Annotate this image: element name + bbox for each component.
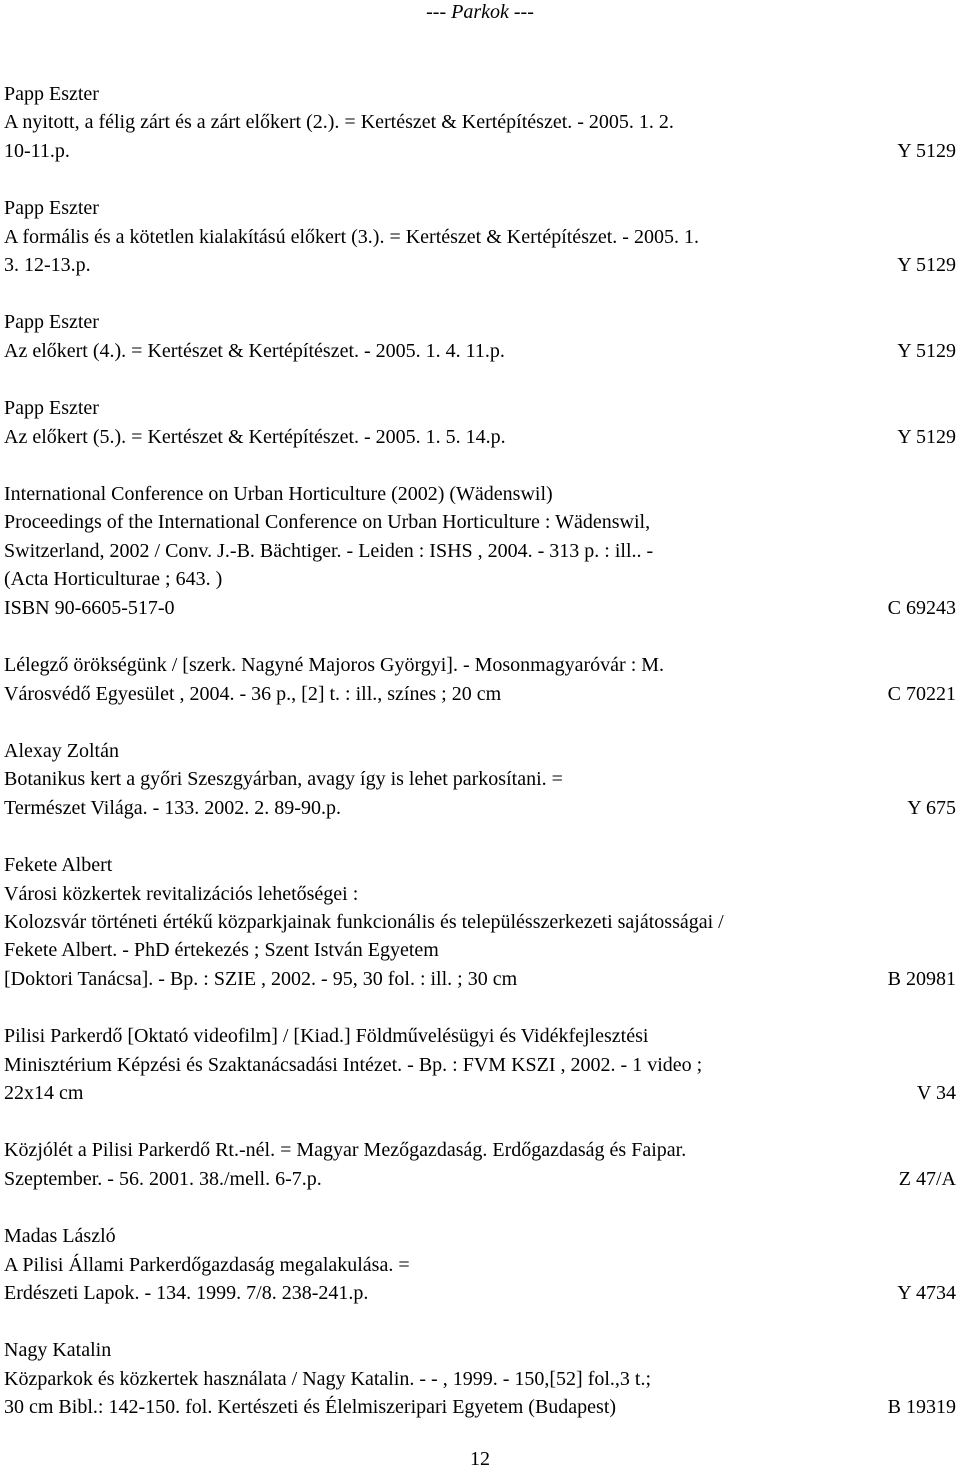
entry-line bbox=[4, 1251, 956, 1279]
entry-text: Természet Világa. - 133. 2002. 2. 89-90.p. bbox=[4, 796, 341, 819]
shelf-mark: Y 675 bbox=[907, 796, 956, 819]
entry-text: Kolozsvár történeti értékű közparkjainak funkcionális és településszerkezeti sajátosságai / bbox=[4, 910, 724, 933]
entry-line bbox=[4, 651, 956, 679]
entry-line bbox=[4, 1079, 956, 1107]
entry-text: Pilisi Parkerdő [Oktató videofilm] / [Kiad.] Földművelésügyi és Vidékfejlesztési bbox=[4, 1025, 649, 1048]
entry-text: A formális és a kötetlen kialakítású előkert (3.). = Kertészet & Kertépítészet. - 2005. 1. bbox=[4, 225, 699, 248]
entry-text: 30 cm Bibl.: 142-150. fol. Kertészeti és Élelmiszeripari Egyetem (Budapest) bbox=[4, 1396, 617, 1419]
entry-line bbox=[4, 223, 956, 251]
entry-text: Közparkok és közkertek használata / Nagy Katalin. - - , 1999. - 150,[52] fol.,3 t.; bbox=[4, 1367, 652, 1390]
entry-text: Az előkert (4.). = Kertészet & Kertépítészet. - 2005. 1. 4. 11.p. bbox=[4, 339, 505, 362]
entry-text: Madas László bbox=[4, 1225, 116, 1248]
bibliography-entry bbox=[4, 1022, 956, 1107]
bibliography-entry bbox=[4, 80, 956, 165]
shelf-mark: Y 5129 bbox=[897, 139, 956, 162]
bibliography-entry bbox=[4, 480, 956, 622]
bibliography-entry bbox=[4, 194, 956, 279]
page-header bbox=[0, 0, 960, 24]
entry-text: ISBN 90-6605-517-0 bbox=[4, 596, 175, 619]
bibliography-entry bbox=[4, 851, 956, 993]
bibliography-entry bbox=[4, 651, 956, 708]
bibliography-entry bbox=[4, 737, 956, 822]
entry-line bbox=[4, 1279, 956, 1307]
entry-line bbox=[4, 737, 956, 765]
entry-text: Papp Eszter bbox=[4, 197, 99, 220]
shelf-mark: C 70221 bbox=[887, 682, 956, 705]
entry-text: Városvédő Egyesület , 2004. - 36 p., [2] t. : ill., színes ; 20 cm bbox=[4, 682, 502, 705]
entry-text: Papp Eszter bbox=[4, 311, 99, 334]
entry-text: Erdészeti Lapok. - 134. 1999. 7/8. 238-241.p. bbox=[4, 1282, 369, 1304]
entry-line bbox=[4, 1393, 956, 1421]
bibliography-entry bbox=[4, 1336, 956, 1421]
bibliography-entry bbox=[4, 308, 956, 365]
entry-line bbox=[4, 1222, 956, 1250]
entry-text: Lélegző örökségünk / [szerk. Nagyné Majoros Györgyi]. - Mosonmagyaróvár : M. bbox=[4, 654, 665, 677]
entry-text: Switzerland, 2002 / Conv. J.-B. Bächtiger. - Leiden : ISHS , 2004. - 313 p. : ill.. - bbox=[4, 539, 654, 562]
shelf-mark: Z 47/A bbox=[898, 1167, 956, 1190]
entry-text: A nyitott, a félig zárt és a zárt előkert (2.). = Kertészet & Kertépítészet. - 2005. 1. 2. bbox=[4, 111, 674, 134]
entry-text: Botanikus kert a győri Szeszgyárban, avagy így is lehet parkosítani. = bbox=[4, 768, 563, 791]
bibliography-entry bbox=[4, 1222, 956, 1307]
entry-text: Minisztérium Képzési és Szaktanácsadási Intézet. - Bp. : FVM KSZI , 2002. - 1 video ; bbox=[4, 1053, 703, 1076]
entry-text: International Conference on Urban Horticulture (2002) (Wädenswil) bbox=[4, 483, 553, 506]
entry-line bbox=[4, 80, 956, 108]
entry-text: (Acta Horticulturae ; 643. ) bbox=[4, 568, 223, 591]
entry-line bbox=[4, 423, 956, 451]
entry-line bbox=[4, 851, 956, 879]
entry-line bbox=[4, 908, 956, 936]
entry-line bbox=[4, 936, 956, 964]
entry-text: Alexay Zoltán bbox=[4, 739, 119, 762]
entry-text: Papp Eszter bbox=[4, 397, 99, 420]
shelf-mark: B 20981 bbox=[887, 967, 956, 990]
entry-line bbox=[4, 1336, 956, 1364]
entry-line bbox=[4, 108, 956, 136]
entry-line bbox=[4, 880, 956, 908]
entry-line bbox=[4, 1051, 956, 1079]
entry-text: Papp Eszter bbox=[4, 83, 99, 105]
entry-line bbox=[4, 594, 956, 622]
entry-line bbox=[4, 337, 956, 365]
entry-text: 10-11.p. bbox=[4, 139, 70, 162]
section-title: --- Parkok --- bbox=[426, 1, 534, 23]
entry-line bbox=[4, 565, 956, 593]
entry-line bbox=[4, 480, 956, 508]
entry-text: Proceedings of the International Conference on Urban Horticulture : Wädenswil, bbox=[4, 511, 651, 534]
entry-line bbox=[4, 680, 956, 708]
entry-text: [Doktori Tanácsa]. - Bp. : SZIE , 2002. - 95, 30 fol. : ill. ; 30 cm bbox=[4, 967, 518, 990]
entry-line bbox=[4, 1136, 956, 1164]
entry-text: A Pilisi Állami Parkerdőgazdaság megalakulása. = bbox=[4, 1253, 410, 1276]
shelf-mark: B 19319 bbox=[887, 1396, 956, 1419]
entry-line bbox=[4, 1022, 956, 1050]
entry-line bbox=[4, 137, 956, 165]
shelf-mark: V 34 bbox=[916, 1081, 956, 1104]
bibliography-list bbox=[4, 80, 956, 1451]
entry-line bbox=[4, 194, 956, 222]
entry-text: Nagy Katalin bbox=[4, 1339, 112, 1362]
shelf-mark: Y 5129 bbox=[897, 339, 956, 362]
entry-text: Városi közkertek revitalizációs lehetőségei : bbox=[4, 882, 359, 905]
entry-text: Fekete Albert bbox=[4, 854, 113, 877]
shelf-mark: Y 5129 bbox=[897, 254, 956, 277]
bibliography-entry bbox=[4, 1136, 956, 1193]
shelf-mark: C 69243 bbox=[887, 596, 956, 619]
entry-text: 3. 12-13.p. bbox=[4, 254, 91, 277]
entry-line bbox=[4, 765, 956, 793]
entry-line bbox=[4, 1365, 956, 1393]
entry-line bbox=[4, 251, 956, 279]
entry-line bbox=[4, 794, 956, 822]
entry-text: 22x14 cm bbox=[4, 1081, 84, 1104]
bibliography-entry bbox=[4, 394, 956, 451]
entry-line bbox=[4, 1165, 956, 1193]
entry-text: Fekete Albert. - PhD értekezés ; Szent István Egyetem bbox=[4, 939, 439, 962]
entry-line bbox=[4, 308, 956, 336]
entry-text: Szeptember. - 56. 2001. 38./mell. 6-7.p. bbox=[4, 1167, 322, 1190]
entry-line bbox=[4, 965, 956, 993]
entry-line bbox=[4, 394, 956, 422]
entry-text: Közjólét a Pilisi Parkerdő Rt.-nél. = Magyar Mezőgazdaság. Erdőgazdaság és Faipar. bbox=[4, 1139, 687, 1162]
entry-line bbox=[4, 537, 956, 565]
page-number: 12 bbox=[470, 1448, 490, 1470]
shelf-mark: Y 4734 bbox=[897, 1282, 956, 1304]
entry-text: Az előkert (5.). = Kertészet & Kertépítészet. - 2005. 1. 5. 14.p. bbox=[4, 425, 506, 448]
shelf-mark: Y 5129 bbox=[897, 425, 956, 448]
entry-line bbox=[4, 508, 956, 536]
